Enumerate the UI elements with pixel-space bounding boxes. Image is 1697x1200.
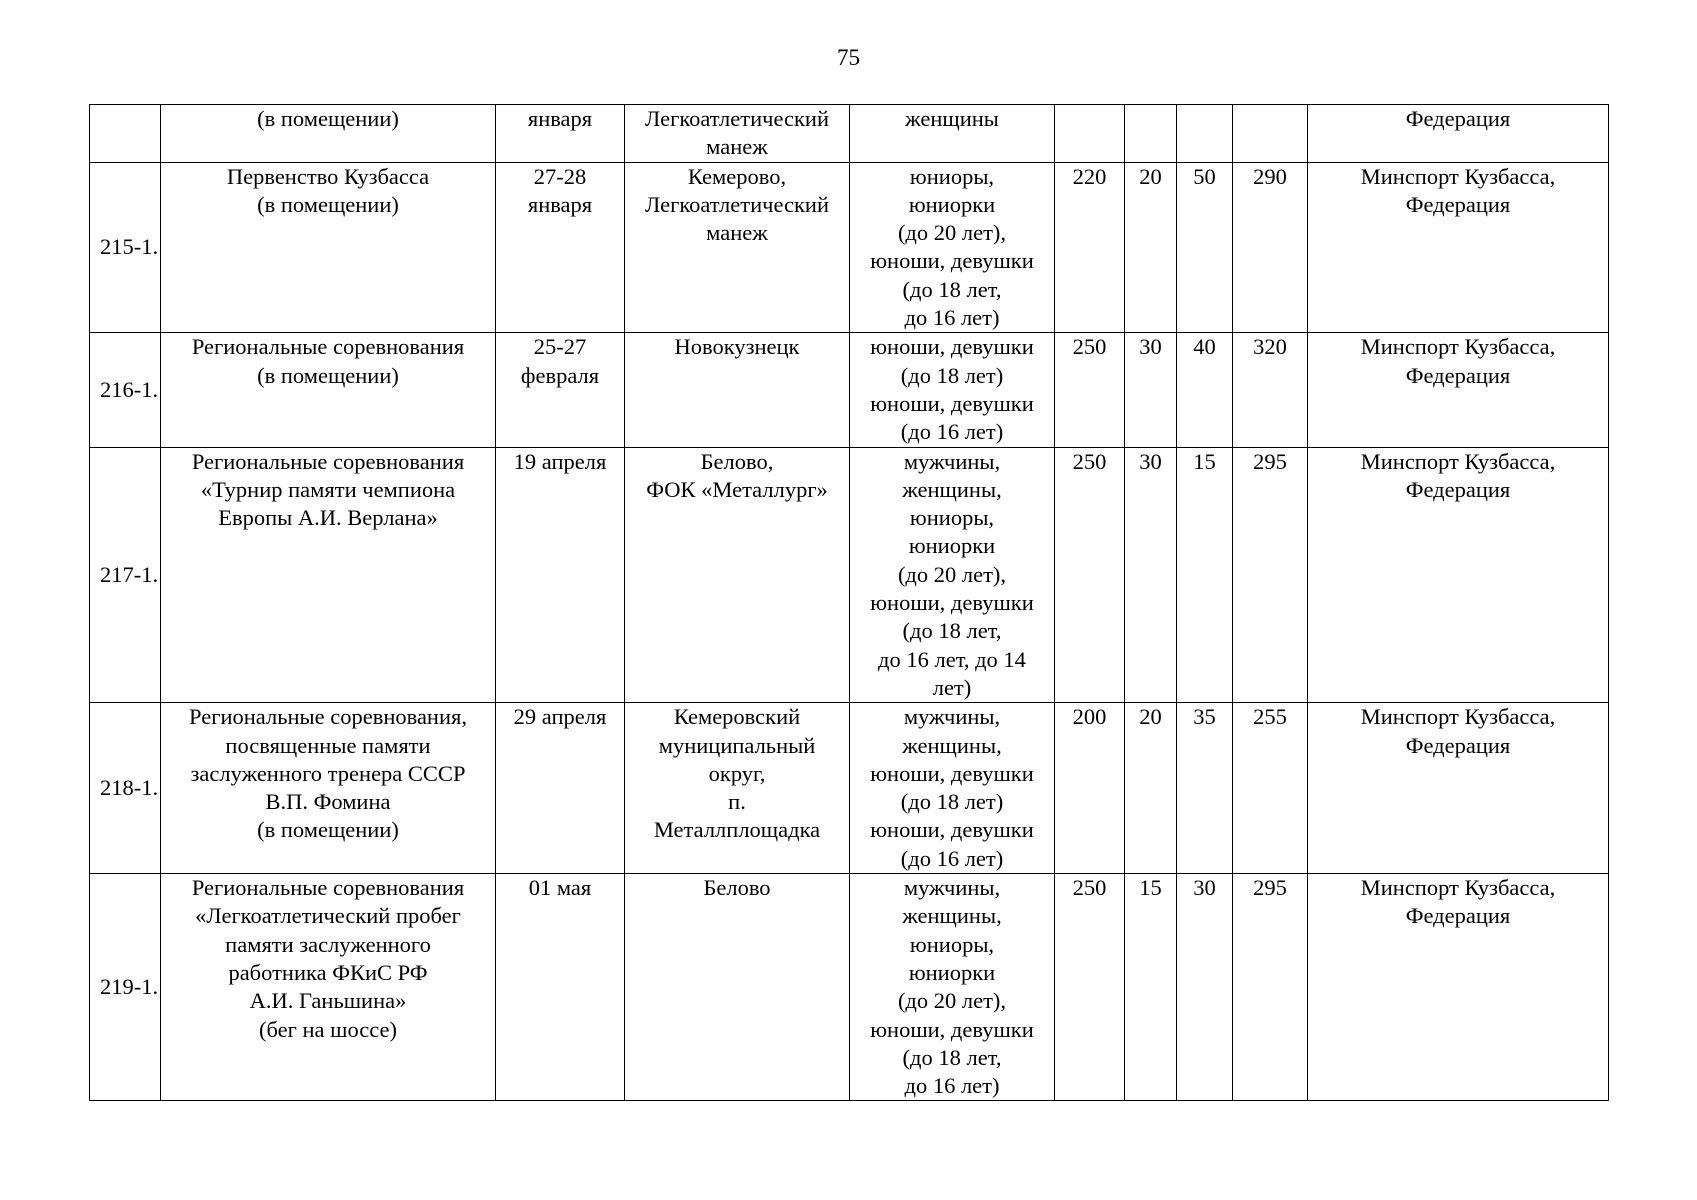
table-row [90,333,1609,447]
event-date-cell: января [496,105,625,163]
event-name-cell: Региональные соревнования «Легкоатлетический пробег памяти заслуженного работника ФКиС РФ А.И. Ганьшина» (бег на шоссе) [161,874,496,1101]
event-name-cell: (в помещении) [161,105,496,163]
event-date-cell: 01 мая [496,874,625,1101]
event-place-cell: Белово [625,874,850,1101]
organizer-cell: Федерация [1308,105,1609,163]
count-cell-3: 50 [1177,162,1233,333]
event-number-cell: 216-1. [90,333,161,447]
event-number-cell: 219-1. [90,874,161,1101]
event-place-cell: Кемеровский муниципальный округ, п. Металлплощадка [625,703,850,874]
count-cell-3: 30 [1177,874,1233,1101]
total-count-cell: 295 [1233,874,1308,1101]
page-number: 75 [837,45,860,70]
count-cell-3: 35 [1177,703,1233,874]
event-place-cell: Белово, ФОК «Металлург» [625,447,850,703]
count-cell-1: 220 [1055,162,1125,333]
event-number-cell: 217-1. [90,447,161,703]
count-cell-1: 250 [1055,333,1125,447]
table-row [90,162,1609,333]
organizer-cell: Минспорт Кузбасса, Федерация [1308,447,1609,703]
count-cell-2: 30 [1125,333,1177,447]
organizer-cell: Минспорт Кузбасса, Федерация [1308,333,1609,447]
participants-cell: женщины [850,105,1055,163]
count-cell-1: 200 [1055,703,1125,874]
count-cell-2: 20 [1125,703,1177,874]
count-cell-1: 250 [1055,874,1125,1101]
event-name-cell: Первенство Кузбасса (в помещении) [161,162,496,333]
count-cell-3: 15 [1177,447,1233,703]
count-cell-2: 20 [1125,162,1177,333]
event-name-cell: Региональные соревнования «Турнир памяти чемпиона Европы А.И. Верлана» [161,447,496,703]
table-row [90,447,1609,703]
event-place-cell: Новокузнецк [625,333,850,447]
participants-cell: мужчины, женщины, юниоры, юниорки (до 20 лет), юноши, девушки (до 18 лет, до 16 лет) [850,874,1055,1101]
count-cell-3: 40 [1177,333,1233,447]
event-number-cell: 215-1. [90,162,161,333]
organizer-cell: Минспорт Кузбасса, Федерация [1308,162,1609,333]
total-count-cell: 290 [1233,162,1308,333]
table-row [90,874,1609,1101]
participants-cell: мужчины, женщины, юниоры, юниорки (до 20 лет), юноши, девушки (до 18 лет, до 16 лет, до 14 лет) [850,447,1055,703]
event-date-cell: 29 апреля [496,703,625,874]
table-row [90,105,1609,163]
total-count-cell [1233,105,1308,163]
total-count-cell: 320 [1233,333,1308,447]
table-row [90,703,1609,874]
total-count-cell: 295 [1233,447,1308,703]
event-date-cell: 25-27 февраля [496,333,625,447]
event-number-cell: 218-1. [90,703,161,874]
participants-cell: юниоры, юниорки (до 20 лет), юноши, девушки (до 18 лет, до 16 лет) [850,162,1055,333]
event-name-cell: Региональные соревнования, посвященные памяти заслуженного тренера СССР В.П. Фомина (в помещении) [161,703,496,874]
organizer-cell: Минспорт Кузбасса, Федерация [1308,703,1609,874]
event-name-cell: Региональные соревнования (в помещении) [161,333,496,447]
event-date-cell: 19 апреля [496,447,625,703]
count-cell-2 [1125,105,1177,163]
participants-cell: юноши, девушки (до 18 лет) юноши, девушки (до 16 лет) [850,333,1055,447]
participants-cell: мужчины, женщины, юноши, девушки (до 18 лет) юноши, девушки (до 16 лет) [850,703,1055,874]
event-date-cell: 27-28 января [496,162,625,333]
count-cell-2: 30 [1125,447,1177,703]
count-cell-2: 15 [1125,874,1177,1101]
count-cell-1 [1055,105,1125,163]
event-place-cell: Кемерово, Легкоатлетический манеж [625,162,850,333]
competition-schedule-table [89,104,1609,1101]
total-count-cell: 255 [1233,703,1308,874]
count-cell-3 [1177,105,1233,163]
event-place-cell: Легкоатлетический манеж [625,105,850,163]
event-number-cell [90,105,161,163]
count-cell-1: 250 [1055,447,1125,703]
organizer-cell: Минспорт Кузбасса, Федерация [1308,874,1609,1101]
